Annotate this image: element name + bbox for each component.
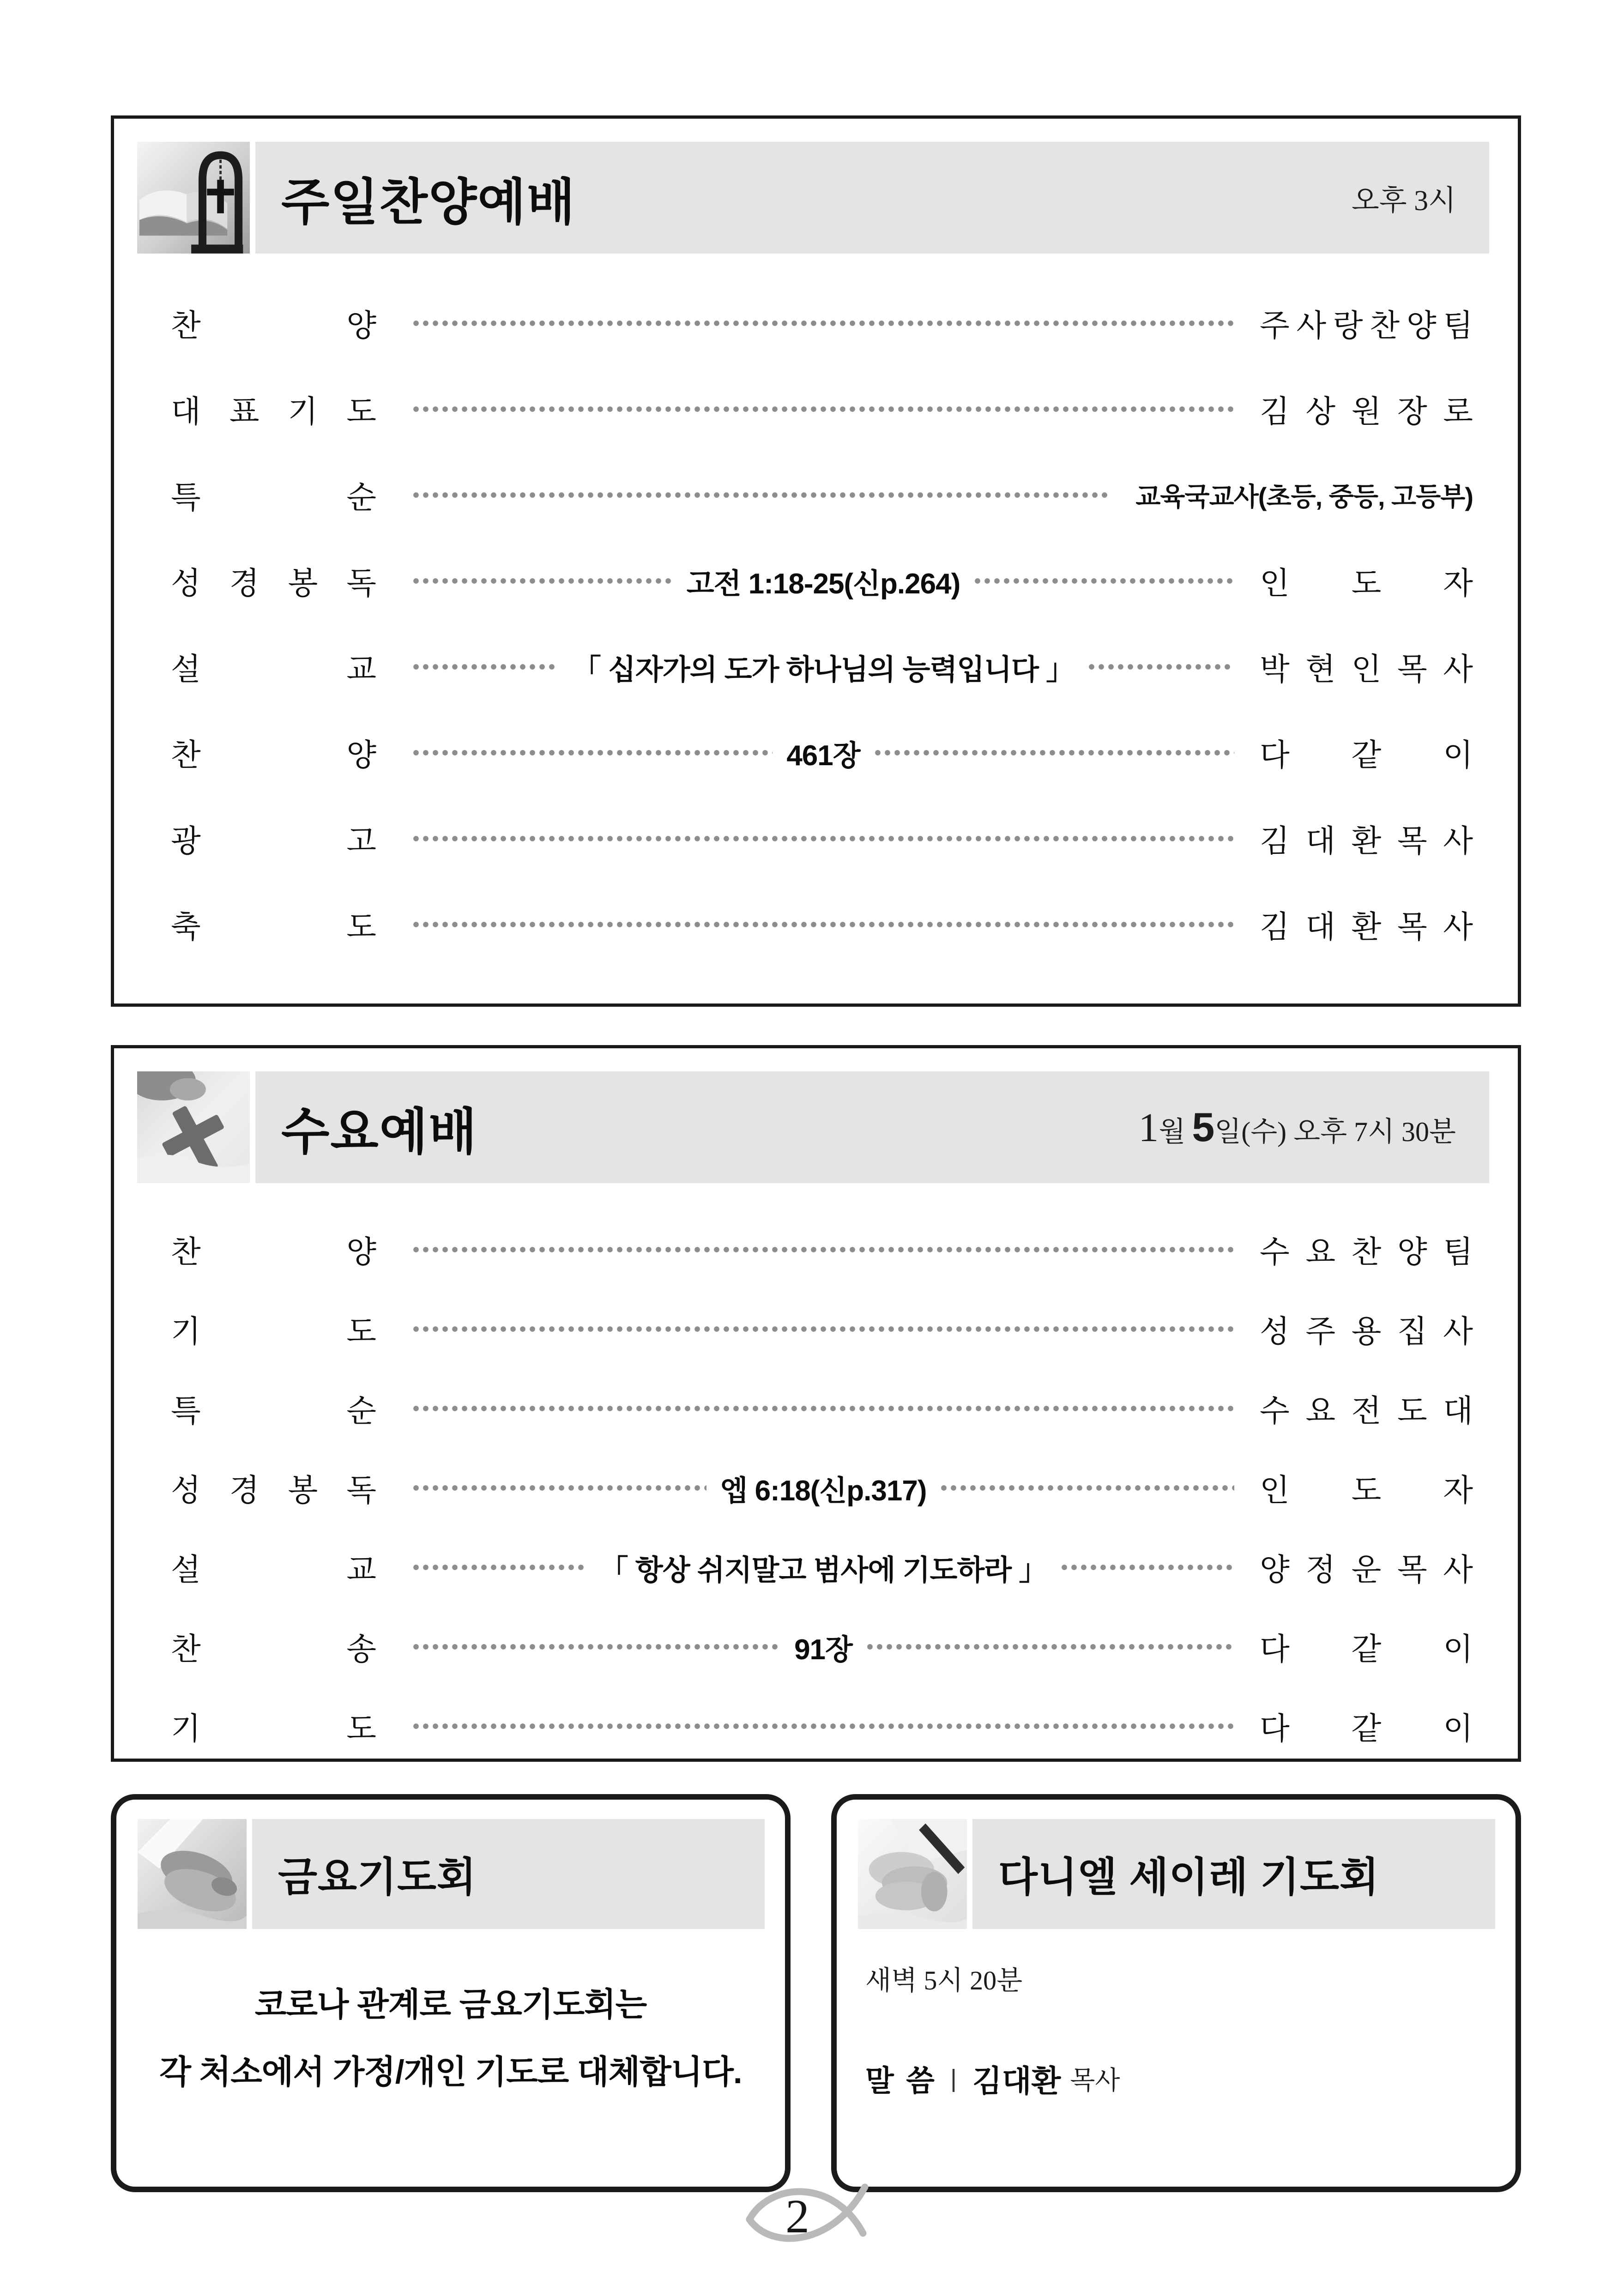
daniel-prayer-section: [831, 1794, 1521, 2192]
order-leader: [412, 491, 1110, 499]
date-month-number: 1: [1138, 1105, 1159, 1150]
order-leader: [412, 1325, 1234, 1333]
order-leader: [412, 405, 1234, 413]
friday-section-title: 금요기도회: [278, 1854, 477, 1900]
order-center-text: 461장: [786, 739, 860, 772]
dotted-leader: [1061, 1564, 1234, 1571]
daniel-meeting-time: 새벽 5시 20분: [865, 1965, 1023, 1995]
friday-prayer-section: [111, 1794, 791, 2192]
order-value: 수 요 전 도 대: [1260, 1394, 1473, 1428]
order-label: 특 순: [171, 1394, 376, 1428]
dotted-leader: [412, 1405, 1234, 1412]
dotted-leader: [412, 405, 1234, 413]
order-label: 설 교: [171, 1553, 376, 1587]
order-leader: [412, 921, 1234, 928]
friday-notice: [116, 1971, 785, 2106]
order-row: [171, 280, 1473, 366]
wednesday-header-bar: [255, 1071, 1489, 1183]
dotted-leader: [412, 1723, 1234, 1730]
order-label: 기 도: [171, 1314, 376, 1349]
order-value: 다 같 이: [1260, 1711, 1473, 1746]
dotted-leader: [412, 320, 1234, 327]
order-label: 찬 양: [171, 1235, 376, 1269]
order-center-text: 엡 6:18(신p.317): [720, 1475, 927, 1507]
bible-cross-photo: [137, 142, 250, 254]
order-row: [171, 796, 1473, 882]
page-number: 2: [785, 2190, 809, 2243]
dotted-leader: [412, 1325, 1234, 1333]
date-day-text: 일(수) 오후 7시 30분: [1214, 1116, 1456, 1147]
sunday-section-title: 주일찬양예배: [281, 174, 576, 230]
order-row: [171, 1210, 1473, 1289]
date-month-text: 월: [1159, 1116, 1186, 1147]
order-label: 광 고: [171, 824, 376, 858]
daniel-details: [865, 1959, 1492, 2100]
daniel-speaker-name: 김대환: [972, 2064, 1061, 2098]
order-label: 특 순: [171, 480, 376, 515]
order-value: 수 요 찬 양 팀: [1260, 1235, 1473, 1269]
order-leader: [412, 1246, 1234, 1253]
order-label: 기 도: [171, 1711, 376, 1746]
order-label: 대 표 기 도: [171, 394, 376, 429]
order-center-text: 고전 1:18-25(신p.264): [686, 568, 960, 600]
dotted-leader: [874, 749, 1234, 756]
order-row: [171, 538, 1473, 624]
order-value: 성 주 용 집 사: [1260, 1314, 1473, 1349]
order-leader: [412, 561, 1234, 602]
date-day-number: 5: [1192, 1104, 1215, 1150]
order-row: [171, 1448, 1473, 1528]
order-row: [171, 1528, 1473, 1607]
order-row: [171, 1607, 1473, 1687]
dotted-leader: [1088, 663, 1234, 671]
dotted-leader: [940, 1484, 1234, 1492]
order-leader: [412, 1723, 1234, 1730]
word-label: 말 씀: [865, 2064, 935, 2098]
cross-on-fabric-photo: [137, 1071, 250, 1183]
dotted-leader: [412, 491, 1110, 499]
order-label: 성 경 봉 독: [171, 566, 376, 601]
clasped-hands-photo: [858, 1819, 967, 1929]
order-label: 축 도: [171, 910, 376, 944]
order-leader: [412, 320, 1234, 327]
order-value: 다 같 이: [1260, 1632, 1473, 1667]
separator-bar: |: [950, 2064, 957, 2092]
order-leader: [412, 1468, 1234, 1509]
sunday-praise-worship-section: [111, 115, 1521, 1007]
cross-on-fabric-photo-icon: [137, 1071, 250, 1183]
order-row: [171, 366, 1473, 452]
order-value: 교육국교사(초등, 중등, 고등부): [1135, 482, 1473, 511]
order-value: 박 현 인 목 사: [1260, 652, 1473, 687]
ichthys-fish-icon: [743, 2173, 881, 2259]
order-row: [171, 710, 1473, 796]
daniel-word-line: [865, 2056, 1492, 2100]
wednesday-worship-section: [111, 1045, 1521, 1762]
order-row: [171, 1687, 1473, 1766]
friday-notice-line1: 코로나 관계로 금요기도회는: [254, 1987, 647, 2023]
dotted-leader: [412, 1484, 706, 1492]
friday-header-bar: [252, 1819, 765, 1929]
order-value: 인 도 자: [1260, 1473, 1473, 1508]
order-label: 성 경 봉 독: [171, 1473, 376, 1508]
wednesday-section-header: [137, 1071, 1489, 1183]
order-value: 김 상 원 장 로: [1260, 394, 1473, 429]
clasped-hands-photo-icon: [858, 1819, 967, 1929]
wednesday-section-title: 수요예배: [281, 1103, 478, 1160]
dotted-leader: [974, 577, 1234, 585]
order-leader: [412, 1547, 1234, 1588]
order-value: 주 사 랑 찬 양 팀: [1260, 308, 1473, 343]
praying-hands-photo-icon: [138, 1819, 247, 1929]
order-leader: [412, 1405, 1234, 1412]
order-label: 찬 송: [171, 1632, 376, 1667]
order-row: [171, 1289, 1473, 1369]
dotted-leader: [412, 835, 1234, 842]
order-center-text: 「 십자가의 도가 하나님의 능력입니다 」: [572, 653, 1075, 686]
bible-cross-photo-icon: [137, 142, 250, 254]
order-value: 다 같 이: [1260, 738, 1473, 773]
dotted-leader: [412, 577, 673, 585]
dotted-leader: [412, 663, 559, 671]
dotted-leader: [412, 1643, 780, 1650]
order-center-text: 「 항상 쉬지말고 범사에 기도하라 」: [599, 1554, 1047, 1586]
daniel-section-header: [858, 1819, 1495, 1929]
page-footer: [743, 2173, 881, 2261]
order-row: [171, 882, 1473, 967]
dotted-leader: [412, 1246, 1234, 1253]
order-row: [171, 624, 1473, 710]
order-value: 김 대 환 목 사: [1260, 824, 1473, 858]
order-label: 찬 양: [171, 308, 376, 343]
order-leader: [412, 647, 1234, 688]
order-label: 찬 양: [171, 738, 376, 773]
order-row: [171, 452, 1473, 538]
wednesday-order-list: [171, 1210, 1473, 1766]
sunday-section-header: [137, 142, 1489, 254]
sunday-header-bar: [255, 142, 1489, 254]
order-value: 인 도 자: [1260, 566, 1473, 601]
dotted-leader: [412, 749, 773, 756]
daniel-section-title: 다니엘 세이레 기도회: [998, 1854, 1379, 1900]
praying-hands-photo: [138, 1819, 247, 1929]
sunday-service-time: 오후 3시: [1351, 185, 1456, 217]
friday-notice-line2: 각 처소에서 가정/개인 기도로 대체합니다.: [159, 2054, 742, 2091]
order-row: [171, 1369, 1473, 1448]
dotted-leader: [866, 1643, 1234, 1650]
friday-section-header: [138, 1819, 765, 1929]
daniel-header-bar: [972, 1819, 1495, 1929]
order-value: 김 대 환 목 사: [1260, 910, 1473, 944]
order-leader: [412, 1626, 1234, 1668]
order-center-text: 91장: [794, 1633, 852, 1666]
wednesday-service-datetime: [1138, 1104, 1456, 1151]
order-leader: [412, 732, 1234, 774]
order-leader: [412, 835, 1234, 842]
dotted-leader: [412, 921, 1234, 928]
order-label: 설 교: [171, 652, 376, 687]
sunday-order-list: [171, 280, 1473, 967]
order-value: 양 정 운 목 사: [1260, 1553, 1473, 1587]
daniel-speaker-role: 목사: [1070, 2066, 1120, 2095]
dotted-leader: [412, 1564, 586, 1571]
